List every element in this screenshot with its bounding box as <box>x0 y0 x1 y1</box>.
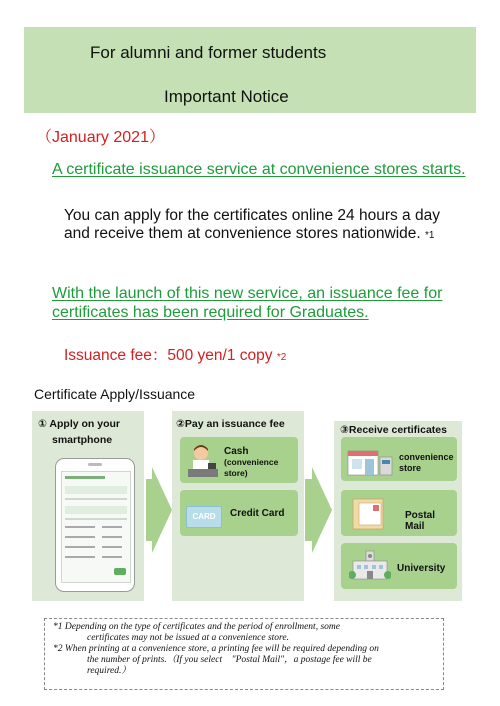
university-building-icon <box>349 549 391 585</box>
mail-label: Postal Mail <box>405 510 436 532</box>
notice-header <box>24 27 476 113</box>
section1-heading: A certificate issuance service at convenience stores starts. <box>52 161 466 178</box>
credit-card-icon <box>186 506 222 528</box>
envelope-icon <box>349 496 389 532</box>
payment-option-card <box>180 490 298 536</box>
credit-card-icon-text: CARD <box>192 512 216 521</box>
phone-screen <box>61 471 131 583</box>
footnote-1-line2: certificates may not be issued at a convenience store. <box>87 633 289 643</box>
step1-title-line1: ① Apply on your <box>38 418 121 430</box>
cash-sublabel: (convenience store) <box>224 457 279 478</box>
section1-body <box>64 207 444 245</box>
payment-option-cash <box>180 437 298 483</box>
receive-option-store <box>341 437 457 481</box>
header-title: Important Notice <box>164 87 289 106</box>
arrow-head-1 <box>152 467 172 553</box>
section2-heading: With the launch of this new service, an issuance fee for certificates has been required for Graduates. <box>52 285 443 321</box>
cash-label: Cash <box>224 446 249 457</box>
footnote-2-line3: required.） <box>87 666 131 676</box>
university-label: University <box>397 563 446 574</box>
arrow-head-2 <box>312 467 332 553</box>
receive-option-mail <box>341 490 457 536</box>
footnote-2-line2: the number of prints.（If you select "Postal Mail"，a postage fee will be <box>87 655 372 665</box>
issuance-fee-text: Issuance fee：500 yen/1 copy <box>64 347 273 364</box>
issuance-fee <box>64 343 286 365</box>
step1-title-line2: smartphone <box>52 434 113 446</box>
header-audience: For alumni and former students <box>90 43 327 62</box>
smartphone-icon <box>55 458 135 592</box>
card-label: Credit Card <box>230 508 285 519</box>
footnotes-box <box>44 618 444 690</box>
section1-body-text: You can apply for the certificates online 24 hours a day and receive them at convenience stores nationwide. <box>64 207 440 242</box>
notice-date: （January 2021） <box>36 129 165 146</box>
store-label: convenience store <box>399 452 454 473</box>
footnote-1-line1: *1 Depending on the type of certificates and the period of enrollment, some <box>53 622 340 632</box>
receive-option-university <box>341 543 457 589</box>
footnote-2-line1: *2 When printing at a convenience store, a printing fee will be required depending on <box>53 644 379 654</box>
step3-title: ③Receive certificates <box>340 424 447 436</box>
footnote-mark-1: *1 <box>425 230 435 241</box>
footnote-mark-2: *2 <box>276 352 287 363</box>
cashier-icon <box>186 443 220 479</box>
step2-title: ②Pay an issuance fee <box>176 418 285 430</box>
diagram-title: Certificate Apply/Issuance <box>34 386 196 402</box>
convenience-store-icon <box>346 445 394 477</box>
